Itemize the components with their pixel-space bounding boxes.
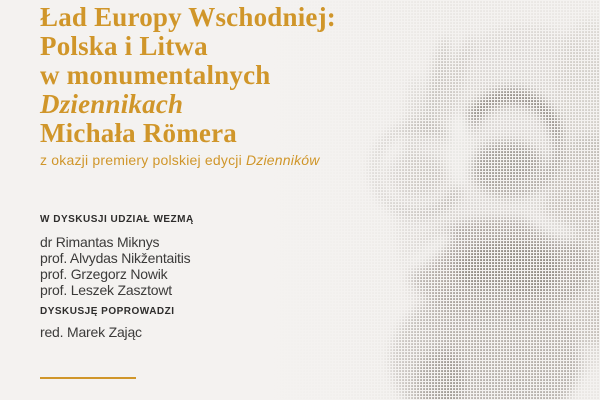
gold-rule — [40, 377, 136, 379]
speaker-name: dr Rimantas Miknys — [40, 234, 160, 250]
title-line: Polska i Litwa — [40, 31, 208, 61]
title-line: w monumentalnych — [40, 60, 271, 90]
subtitle-text: z okazji premiery polskiej edycji — [40, 152, 246, 168]
speaker-name: prof. Alvydas Nikžentaitis — [40, 250, 191, 266]
speakers-section — [40, 214, 194, 298]
event-subtitle — [40, 152, 320, 169]
event-title — [40, 3, 336, 148]
moderator-section — [40, 306, 175, 340]
speakers-heading: W DYSKUSJI UDZIAŁ WEZMĄ — [40, 214, 194, 225]
title-line: Ład Europy Wschodniej: — [40, 2, 336, 32]
speaker-name: prof. Grzegorz Nowik — [40, 266, 168, 282]
speaker-name: prof. Leszek Zasztowt — [40, 282, 172, 298]
title-line: Michała Römera — [40, 118, 237, 148]
title-line-italic: Dziennikach — [40, 89, 184, 119]
subtitle-italic-text: Dzienników — [245, 152, 320, 168]
moderator-heading: DYSKUSJĘ POPROWADZI — [40, 306, 175, 317]
moderator-name: red. Marek Zając — [40, 324, 142, 340]
